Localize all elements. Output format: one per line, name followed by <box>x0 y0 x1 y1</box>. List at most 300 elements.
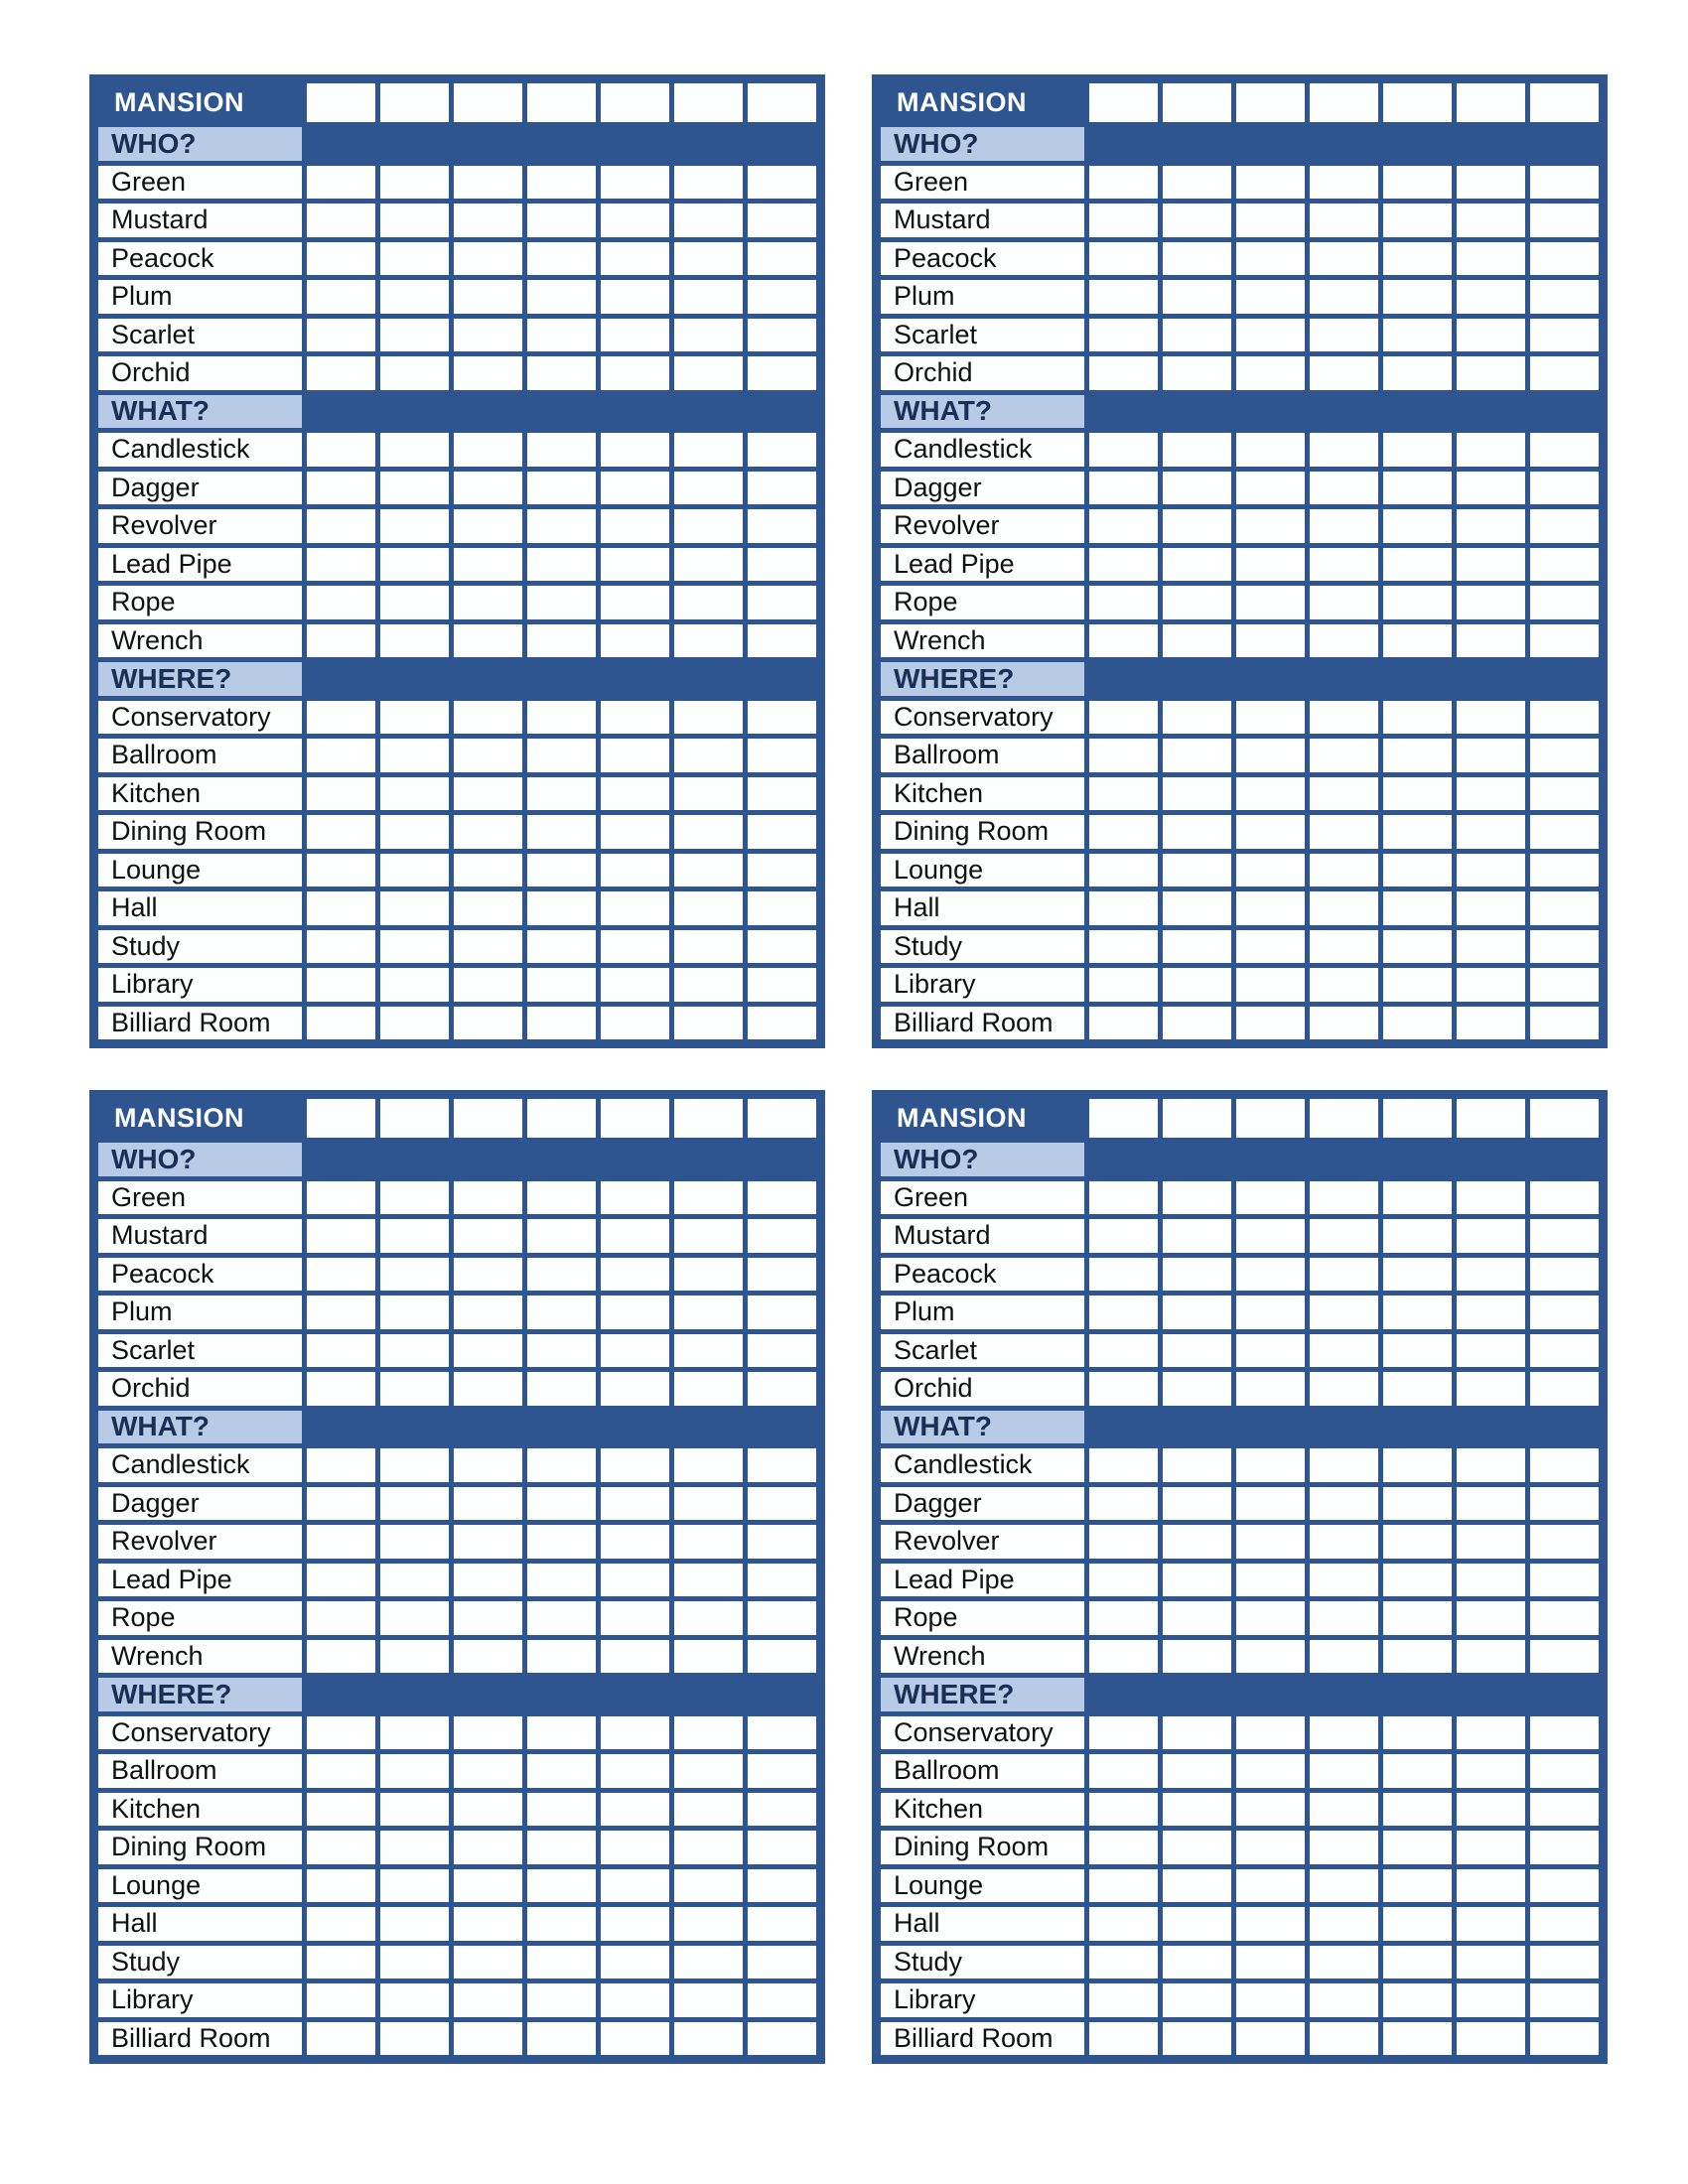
player-mark-cell[interactable] <box>601 1640 669 1674</box>
player-mark-cell[interactable] <box>1383 83 1452 122</box>
player-mark-cell[interactable] <box>1383 624 1452 658</box>
player-mark-cell[interactable] <box>748 1983 816 2017</box>
player-mark-cell[interactable] <box>527 1601 596 1635</box>
player-mark-cell[interactable] <box>748 204 816 237</box>
player-mark-cell[interactable] <box>380 968 449 1002</box>
player-mark-cell[interactable] <box>454 624 522 658</box>
player-mark-cell[interactable] <box>307 2022 375 2056</box>
player-mark-cell[interactable] <box>307 701 375 735</box>
player-mark-cell[interactable] <box>1089 83 1158 122</box>
player-mark-cell[interactable] <box>601 1601 669 1635</box>
player-mark-cell[interactable] <box>1530 548 1599 582</box>
player-mark-cell[interactable] <box>527 1793 596 1827</box>
player-mark-cell[interactable] <box>1310 2022 1378 2056</box>
player-mark-cell[interactable] <box>1236 1831 1305 1864</box>
player-mark-cell[interactable] <box>674 1334 743 1368</box>
player-mark-cell[interactable] <box>380 891 449 925</box>
player-mark-cell[interactable] <box>454 548 522 582</box>
player-mark-cell[interactable] <box>1310 1601 1378 1635</box>
player-mark-cell[interactable] <box>527 1869 596 1903</box>
player-mark-cell[interactable] <box>601 1983 669 2017</box>
player-mark-cell[interactable] <box>527 1946 596 1979</box>
player-mark-cell[interactable] <box>454 356 522 390</box>
player-mark-cell[interactable] <box>454 1831 522 1864</box>
player-mark-cell[interactable] <box>1163 1869 1231 1903</box>
player-mark-cell[interactable] <box>527 83 596 122</box>
player-mark-cell[interactable] <box>674 1525 743 1559</box>
player-mark-cell[interactable] <box>1383 854 1452 887</box>
player-mark-cell[interactable] <box>674 1601 743 1635</box>
player-mark-cell[interactable] <box>307 1181 375 1215</box>
player-mark-cell[interactable] <box>1457 701 1525 735</box>
player-mark-cell[interactable] <box>748 356 816 390</box>
player-mark-cell[interactable] <box>454 1869 522 1903</box>
player-mark-cell[interactable] <box>601 1258 669 1292</box>
player-mark-cell[interactable] <box>1457 242 1525 276</box>
player-mark-cell[interactable] <box>1163 701 1231 735</box>
player-mark-cell[interactable] <box>1163 1296 1231 1329</box>
player-mark-cell[interactable] <box>1383 968 1452 1002</box>
player-mark-cell[interactable] <box>454 166 522 200</box>
player-mark-cell[interactable] <box>1530 166 1599 200</box>
player-mark-cell[interactable] <box>1310 891 1378 925</box>
player-mark-cell[interactable] <box>1163 624 1231 658</box>
player-mark-cell[interactable] <box>1457 472 1525 505</box>
player-mark-cell[interactable] <box>454 472 522 505</box>
player-mark-cell[interactable] <box>1383 509 1452 543</box>
player-mark-cell[interactable] <box>1457 1372 1525 1406</box>
player-mark-cell[interactable] <box>1530 1754 1599 1788</box>
player-mark-cell[interactable] <box>1457 739 1525 772</box>
player-mark-cell[interactable] <box>1236 1258 1305 1292</box>
player-mark-cell[interactable] <box>601 548 669 582</box>
player-mark-cell[interactable] <box>454 83 522 122</box>
player-mark-cell[interactable] <box>1163 1831 1231 1864</box>
player-mark-cell[interactable] <box>454 739 522 772</box>
player-mark-cell[interactable] <box>1457 1640 1525 1674</box>
player-mark-cell[interactable] <box>307 166 375 200</box>
player-mark-cell[interactable] <box>674 1258 743 1292</box>
player-mark-cell[interactable] <box>454 2022 522 2056</box>
player-mark-cell[interactable] <box>1089 624 1158 658</box>
player-mark-cell[interactable] <box>380 624 449 658</box>
player-mark-cell[interactable] <box>1530 891 1599 925</box>
player-mark-cell[interactable] <box>601 891 669 925</box>
player-mark-cell[interactable] <box>674 280 743 314</box>
player-mark-cell[interactable] <box>380 1487 449 1521</box>
player-mark-cell[interactable] <box>1530 1296 1599 1329</box>
player-mark-cell[interactable] <box>527 815 596 849</box>
player-mark-cell[interactable] <box>307 1525 375 1559</box>
player-mark-cell[interactable] <box>1457 1983 1525 2017</box>
player-mark-cell[interactable] <box>454 1793 522 1827</box>
player-mark-cell[interactable] <box>1163 204 1231 237</box>
player-mark-cell[interactable] <box>1310 854 1378 887</box>
player-mark-cell[interactable] <box>307 1296 375 1329</box>
player-mark-cell[interactable] <box>674 586 743 619</box>
player-mark-cell[interactable] <box>1383 166 1452 200</box>
player-mark-cell[interactable] <box>1383 1372 1452 1406</box>
player-mark-cell[interactable] <box>1310 1258 1378 1292</box>
player-mark-cell[interactable] <box>307 1869 375 1903</box>
player-mark-cell[interactable] <box>1163 1099 1231 1138</box>
player-mark-cell[interactable] <box>601 930 669 964</box>
player-mark-cell[interactable] <box>1530 2022 1599 2056</box>
player-mark-cell[interactable] <box>748 1296 816 1329</box>
player-mark-cell[interactable] <box>1383 242 1452 276</box>
player-mark-cell[interactable] <box>1089 166 1158 200</box>
player-mark-cell[interactable] <box>1089 1334 1158 1368</box>
player-mark-cell[interactable] <box>1089 1487 1158 1521</box>
player-mark-cell[interactable] <box>307 586 375 619</box>
player-mark-cell[interactable] <box>748 509 816 543</box>
player-mark-cell[interactable] <box>748 1487 816 1521</box>
player-mark-cell[interactable] <box>748 1907 816 1941</box>
player-mark-cell[interactable] <box>527 433 596 467</box>
player-mark-cell[interactable] <box>601 1907 669 1941</box>
player-mark-cell[interactable] <box>1383 472 1452 505</box>
player-mark-cell[interactable] <box>454 1448 522 1482</box>
player-mark-cell[interactable] <box>1236 1181 1305 1215</box>
player-mark-cell[interactable] <box>454 701 522 735</box>
player-mark-cell[interactable] <box>454 1907 522 1941</box>
player-mark-cell[interactable] <box>1163 1564 1231 1597</box>
player-mark-cell[interactable] <box>1457 1099 1525 1138</box>
player-mark-cell[interactable] <box>380 586 449 619</box>
player-mark-cell[interactable] <box>527 204 596 237</box>
player-mark-cell[interactable] <box>1163 1754 1231 1788</box>
player-mark-cell[interactable] <box>527 1219 596 1253</box>
player-mark-cell[interactable] <box>454 319 522 352</box>
player-mark-cell[interactable] <box>454 1601 522 1635</box>
player-mark-cell[interactable] <box>527 509 596 543</box>
player-mark-cell[interactable] <box>1530 1448 1599 1482</box>
player-mark-cell[interactable] <box>1089 2022 1158 2056</box>
player-mark-cell[interactable] <box>454 1640 522 1674</box>
player-mark-cell[interactable] <box>1457 1601 1525 1635</box>
player-mark-cell[interactable] <box>674 204 743 237</box>
player-mark-cell[interactable] <box>748 1716 816 1750</box>
player-mark-cell[interactable] <box>380 1372 449 1406</box>
player-mark-cell[interactable] <box>674 548 743 582</box>
player-mark-cell[interactable] <box>527 1258 596 1292</box>
player-mark-cell[interactable] <box>1530 777 1599 811</box>
player-mark-cell[interactable] <box>380 204 449 237</box>
player-mark-cell[interactable] <box>674 1007 743 1040</box>
player-mark-cell[interactable] <box>601 204 669 237</box>
player-mark-cell[interactable] <box>1163 1793 1231 1827</box>
player-mark-cell[interactable] <box>748 1640 816 1674</box>
player-mark-cell[interactable] <box>1310 319 1378 352</box>
player-mark-cell[interactable] <box>1530 1564 1599 1597</box>
player-mark-cell[interactable] <box>307 1640 375 1674</box>
player-mark-cell[interactable] <box>1236 1296 1305 1329</box>
player-mark-cell[interactable] <box>1236 1564 1305 1597</box>
player-mark-cell[interactable] <box>748 472 816 505</box>
player-mark-cell[interactable] <box>527 1487 596 1521</box>
player-mark-cell[interactable] <box>748 242 816 276</box>
player-mark-cell[interactable] <box>1163 1219 1231 1253</box>
player-mark-cell[interactable] <box>1236 319 1305 352</box>
player-mark-cell[interactable] <box>601 1007 669 1040</box>
player-mark-cell[interactable] <box>1383 777 1452 811</box>
player-mark-cell[interactable] <box>1310 1716 1378 1750</box>
player-mark-cell[interactable] <box>1163 356 1231 390</box>
player-mark-cell[interactable] <box>1089 204 1158 237</box>
player-mark-cell[interactable] <box>307 204 375 237</box>
player-mark-cell[interactable] <box>1383 1869 1452 1903</box>
player-mark-cell[interactable] <box>380 777 449 811</box>
player-mark-cell[interactable] <box>454 1487 522 1521</box>
player-mark-cell[interactable] <box>1457 624 1525 658</box>
player-mark-cell[interactable] <box>1383 1487 1452 1521</box>
player-mark-cell[interactable] <box>1457 83 1525 122</box>
player-mark-cell[interactable] <box>380 1716 449 1750</box>
player-mark-cell[interactable] <box>1310 930 1378 964</box>
player-mark-cell[interactable] <box>1530 1487 1599 1521</box>
player-mark-cell[interactable] <box>601 319 669 352</box>
player-mark-cell[interactable] <box>380 83 449 122</box>
player-mark-cell[interactable] <box>380 701 449 735</box>
player-mark-cell[interactable] <box>674 433 743 467</box>
player-mark-cell[interactable] <box>380 1601 449 1635</box>
player-mark-cell[interactable] <box>1530 1007 1599 1040</box>
player-mark-cell[interactable] <box>1163 1007 1231 1040</box>
player-mark-cell[interactable] <box>1383 586 1452 619</box>
player-mark-cell[interactable] <box>454 433 522 467</box>
player-mark-cell[interactable] <box>674 509 743 543</box>
player-mark-cell[interactable] <box>674 472 743 505</box>
player-mark-cell[interactable] <box>1163 891 1231 925</box>
player-mark-cell[interactable] <box>1236 815 1305 849</box>
player-mark-cell[interactable] <box>1530 1334 1599 1368</box>
player-mark-cell[interactable] <box>1089 854 1158 887</box>
player-mark-cell[interactable] <box>1236 356 1305 390</box>
player-mark-cell[interactable] <box>527 586 596 619</box>
player-mark-cell[interactable] <box>1089 1372 1158 1406</box>
player-mark-cell[interactable] <box>748 815 816 849</box>
player-mark-cell[interactable] <box>1457 1869 1525 1903</box>
player-mark-cell[interactable] <box>1457 433 1525 467</box>
player-mark-cell[interactable] <box>527 1831 596 1864</box>
player-mark-cell[interactable] <box>1310 356 1378 390</box>
player-mark-cell[interactable] <box>1089 701 1158 735</box>
player-mark-cell[interactable] <box>748 777 816 811</box>
player-mark-cell[interactable] <box>1383 1334 1452 1368</box>
player-mark-cell[interactable] <box>674 624 743 658</box>
player-mark-cell[interactable] <box>454 815 522 849</box>
player-mark-cell[interactable] <box>1457 1716 1525 1750</box>
player-mark-cell[interactable] <box>1163 1601 1231 1635</box>
player-mark-cell[interactable] <box>380 1793 449 1827</box>
player-mark-cell[interactable] <box>1530 1372 1599 1406</box>
player-mark-cell[interactable] <box>1236 701 1305 735</box>
player-mark-cell[interactable] <box>601 1793 669 1827</box>
player-mark-cell[interactable] <box>380 1219 449 1253</box>
player-mark-cell[interactable] <box>1236 204 1305 237</box>
player-mark-cell[interactable] <box>674 356 743 390</box>
player-mark-cell[interactable] <box>748 1601 816 1635</box>
player-mark-cell[interactable] <box>307 739 375 772</box>
player-mark-cell[interactable] <box>1530 280 1599 314</box>
player-mark-cell[interactable] <box>1310 166 1378 200</box>
player-mark-cell[interactable] <box>601 166 669 200</box>
player-mark-cell[interactable] <box>1310 1869 1378 1903</box>
player-mark-cell[interactable] <box>601 83 669 122</box>
player-mark-cell[interactable] <box>601 701 669 735</box>
player-mark-cell[interactable] <box>1236 1448 1305 1482</box>
player-mark-cell[interactable] <box>1163 1181 1231 1215</box>
player-mark-cell[interactable] <box>748 1099 816 1138</box>
player-mark-cell[interactable] <box>1457 166 1525 200</box>
player-mark-cell[interactable] <box>1089 891 1158 925</box>
player-mark-cell[interactable] <box>1163 1983 1231 2017</box>
player-mark-cell[interactable] <box>307 1487 375 1521</box>
player-mark-cell[interactable] <box>674 2022 743 2056</box>
player-mark-cell[interactable] <box>380 1099 449 1138</box>
player-mark-cell[interactable] <box>674 1448 743 1482</box>
player-mark-cell[interactable] <box>1163 1716 1231 1750</box>
player-mark-cell[interactable] <box>674 1640 743 1674</box>
player-mark-cell[interactable] <box>1163 280 1231 314</box>
player-mark-cell[interactable] <box>1236 548 1305 582</box>
player-mark-cell[interactable] <box>1163 548 1231 582</box>
player-mark-cell[interactable] <box>674 930 743 964</box>
player-mark-cell[interactable] <box>1457 356 1525 390</box>
player-mark-cell[interactable] <box>601 509 669 543</box>
player-mark-cell[interactable] <box>1530 1219 1599 1253</box>
player-mark-cell[interactable] <box>1457 1525 1525 1559</box>
player-mark-cell[interactable] <box>1310 1219 1378 1253</box>
player-mark-cell[interactable] <box>307 83 375 122</box>
player-mark-cell[interactable] <box>601 1372 669 1406</box>
player-mark-cell[interactable] <box>1236 1099 1305 1138</box>
player-mark-cell[interactable] <box>527 701 596 735</box>
player-mark-cell[interactable] <box>601 433 669 467</box>
player-mark-cell[interactable] <box>307 1831 375 1864</box>
player-mark-cell[interactable] <box>1310 1448 1378 1482</box>
player-mark-cell[interactable] <box>1310 1296 1378 1329</box>
player-mark-cell[interactable] <box>1310 777 1378 811</box>
player-mark-cell[interactable] <box>1530 815 1599 849</box>
player-mark-cell[interactable] <box>1530 1869 1599 1903</box>
player-mark-cell[interactable] <box>1383 1946 1452 1979</box>
player-mark-cell[interactable] <box>1530 968 1599 1002</box>
player-mark-cell[interactable] <box>307 1716 375 1750</box>
player-mark-cell[interactable] <box>454 1754 522 1788</box>
player-mark-cell[interactable] <box>380 280 449 314</box>
player-mark-cell[interactable] <box>454 1007 522 1040</box>
player-mark-cell[interactable] <box>454 1983 522 2017</box>
player-mark-cell[interactable] <box>1089 509 1158 543</box>
player-mark-cell[interactable] <box>601 815 669 849</box>
player-mark-cell[interactable] <box>1383 319 1452 352</box>
player-mark-cell[interactable] <box>1310 739 1378 772</box>
player-mark-cell[interactable] <box>307 1754 375 1788</box>
player-mark-cell[interactable] <box>527 854 596 887</box>
player-mark-cell[interactable] <box>1383 1640 1452 1674</box>
player-mark-cell[interactable] <box>601 1946 669 1979</box>
player-mark-cell[interactable] <box>601 1296 669 1329</box>
player-mark-cell[interactable] <box>1163 854 1231 887</box>
player-mark-cell[interactable] <box>1236 472 1305 505</box>
player-mark-cell[interactable] <box>307 433 375 467</box>
player-mark-cell[interactable] <box>527 280 596 314</box>
player-mark-cell[interactable] <box>1089 1946 1158 1979</box>
player-mark-cell[interactable] <box>1163 319 1231 352</box>
player-mark-cell[interactable] <box>1383 1099 1452 1138</box>
player-mark-cell[interactable] <box>1236 1907 1305 1941</box>
player-mark-cell[interactable] <box>380 739 449 772</box>
player-mark-cell[interactable] <box>1236 1869 1305 1903</box>
player-mark-cell[interactable] <box>1383 1983 1452 2017</box>
player-mark-cell[interactable] <box>1310 548 1378 582</box>
player-mark-cell[interactable] <box>307 356 375 390</box>
player-mark-cell[interactable] <box>1457 930 1525 964</box>
player-mark-cell[interactable] <box>674 1219 743 1253</box>
player-mark-cell[interactable] <box>380 1525 449 1559</box>
player-mark-cell[interactable] <box>307 1334 375 1368</box>
player-mark-cell[interactable] <box>527 242 596 276</box>
player-mark-cell[interactable] <box>1310 1525 1378 1559</box>
player-mark-cell[interactable] <box>1163 1448 1231 1482</box>
player-mark-cell[interactable] <box>1383 433 1452 467</box>
player-mark-cell[interactable] <box>1457 1181 1525 1215</box>
player-mark-cell[interactable] <box>1163 166 1231 200</box>
player-mark-cell[interactable] <box>454 1099 522 1138</box>
player-mark-cell[interactable] <box>307 1907 375 1941</box>
player-mark-cell[interactable] <box>1163 1640 1231 1674</box>
player-mark-cell[interactable] <box>527 1907 596 1941</box>
player-mark-cell[interactable] <box>674 1793 743 1827</box>
player-mark-cell[interactable] <box>454 242 522 276</box>
player-mark-cell[interactable] <box>1236 968 1305 1002</box>
player-mark-cell[interactable] <box>1383 1754 1452 1788</box>
player-mark-cell[interactable] <box>601 739 669 772</box>
player-mark-cell[interactable] <box>1089 1601 1158 1635</box>
player-mark-cell[interactable] <box>1457 777 1525 811</box>
player-mark-cell[interactable] <box>1163 930 1231 964</box>
player-mark-cell[interactable] <box>601 624 669 658</box>
player-mark-cell[interactable] <box>307 854 375 887</box>
player-mark-cell[interactable] <box>1530 1258 1599 1292</box>
player-mark-cell[interactable] <box>527 1564 596 1597</box>
player-mark-cell[interactable] <box>1089 1793 1158 1827</box>
player-mark-cell[interactable] <box>1530 1099 1599 1138</box>
player-mark-cell[interactable] <box>1383 356 1452 390</box>
player-mark-cell[interactable] <box>380 1946 449 1979</box>
player-mark-cell[interactable] <box>601 1716 669 1750</box>
player-mark-cell[interactable] <box>748 2022 816 2056</box>
player-mark-cell[interactable] <box>527 166 596 200</box>
player-mark-cell[interactable] <box>1383 1181 1452 1215</box>
player-mark-cell[interactable] <box>748 1564 816 1597</box>
player-mark-cell[interactable] <box>307 472 375 505</box>
player-mark-cell[interactable] <box>748 1334 816 1368</box>
player-mark-cell[interactable] <box>1530 356 1599 390</box>
player-mark-cell[interactable] <box>1457 1754 1525 1788</box>
player-mark-cell[interactable] <box>380 1181 449 1215</box>
player-mark-cell[interactable] <box>1236 1983 1305 2017</box>
player-mark-cell[interactable] <box>527 2022 596 2056</box>
player-mark-cell[interactable] <box>527 1640 596 1674</box>
player-mark-cell[interactable] <box>527 319 596 352</box>
player-mark-cell[interactable] <box>1089 968 1158 1002</box>
player-mark-cell[interactable] <box>527 356 596 390</box>
player-mark-cell[interactable] <box>1163 1907 1231 1941</box>
player-mark-cell[interactable] <box>748 968 816 1002</box>
player-mark-cell[interactable] <box>748 739 816 772</box>
